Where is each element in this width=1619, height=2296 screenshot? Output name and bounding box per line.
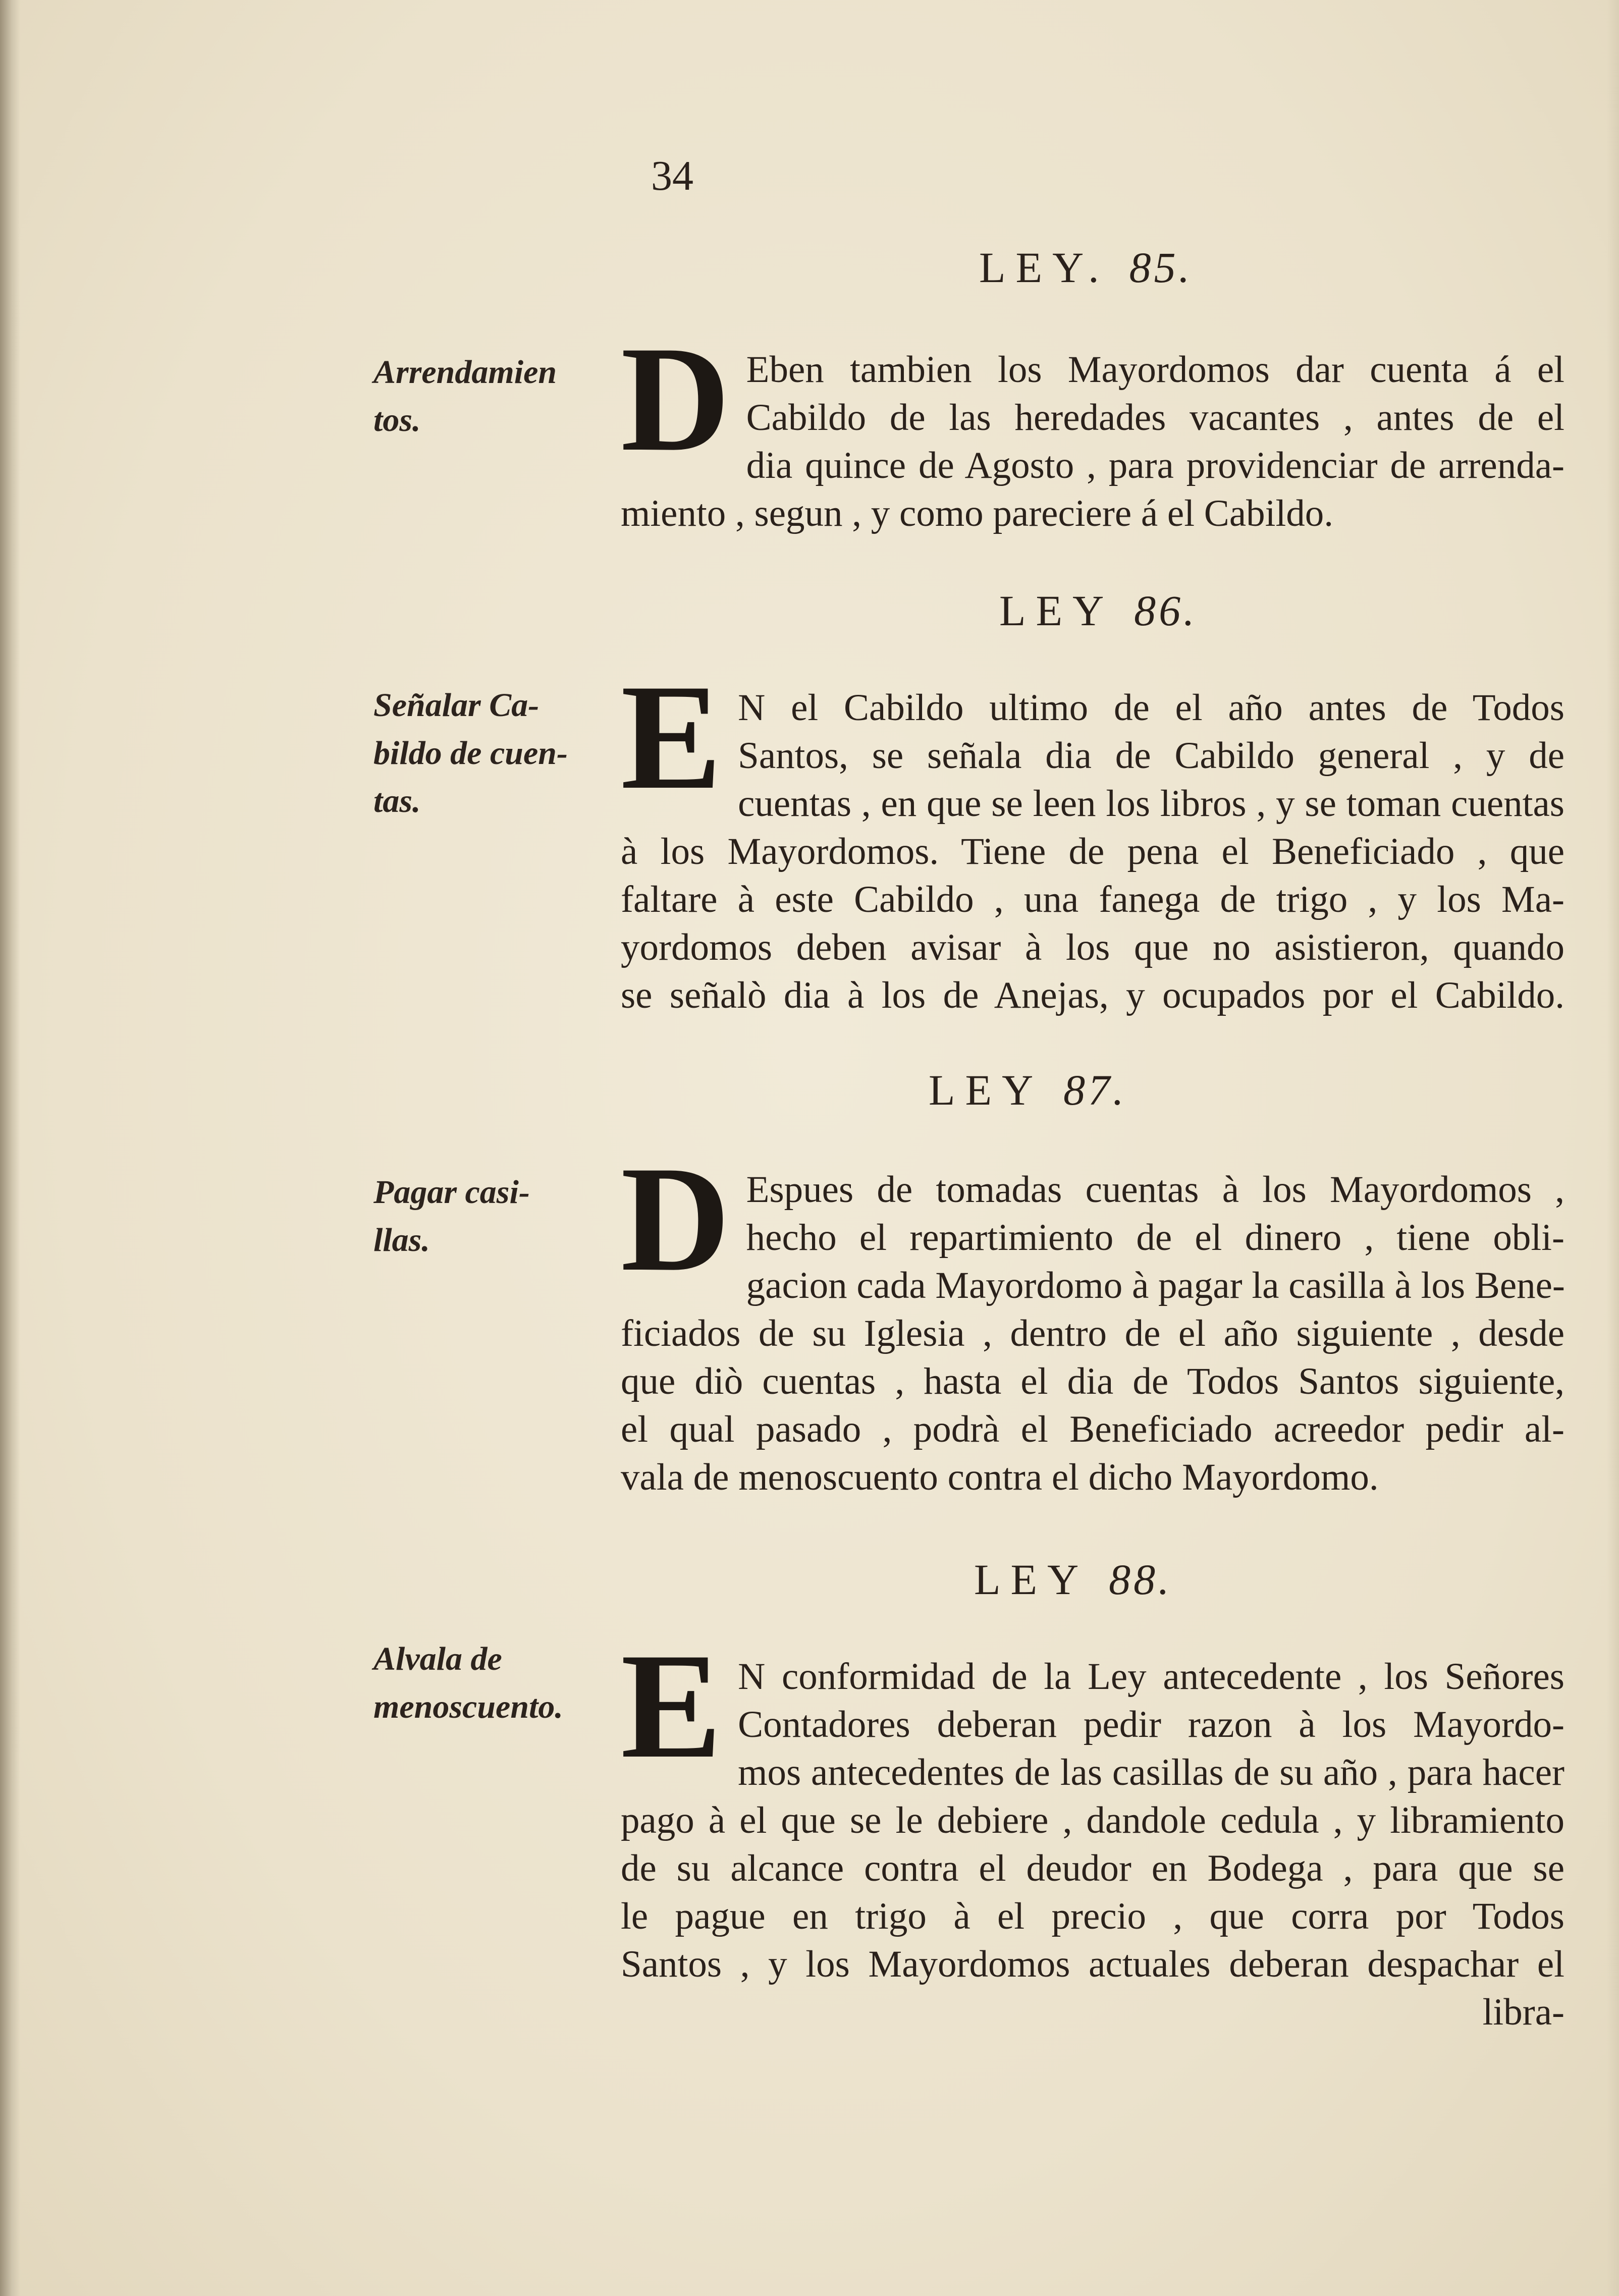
margin-note-line: Pagar casi- — [373, 1174, 530, 1211]
margin-note-line: Alvala de — [373, 1641, 502, 1677]
text-line: à los Mayordomos. Tiene de pena el Beneficiado , que — [621, 831, 1564, 872]
law-number: 87. — [1063, 1066, 1127, 1114]
law-heading-label: LEY — [974, 1555, 1089, 1604]
text-line: el qual pasado , podrà el Beneficiado acreedor pedir al- — [621, 1408, 1564, 1450]
law-heading-label: LEY — [929, 1066, 1044, 1114]
text-line: dia quince de Agosto , para providenciar de arrenda- — [746, 445, 1564, 486]
law-number: 85. — [1129, 243, 1193, 292]
text-line: N el Cabildo ultimo de el año antes de Todos — [738, 687, 1564, 729]
margin-note-86 — [373, 681, 580, 825]
text-line: ficiados de su Iglesia , dentro de el año siguiente , desde — [621, 1313, 1564, 1354]
text-line: Santos , y los Mayordomos actuales deberan despachar el — [621, 1943, 1564, 1985]
text-line: Cabildo de las heredades vacantes , antes de el — [746, 397, 1564, 439]
text-line: de su alcance contra el deudor en Bodega , para que se — [621, 1847, 1564, 1889]
law-heading-86 — [999, 585, 1198, 636]
margin-note-line: tas. — [373, 783, 421, 819]
margin-note-line: Arrendamien — [373, 354, 557, 391]
text-line: pago à el que se le debiere , dandole cedula , y libramiento — [621, 1799, 1564, 1841]
text-line: yordomos deben avisar à los que no asistieron, quando — [621, 926, 1564, 968]
law-heading-85 — [979, 242, 1193, 293]
text-line: gacion cada Mayordomo à pagar la casilla à los Bene- — [746, 1265, 1565, 1306]
text-line: le pague en trigo à el precio , que corra por Todos — [621, 1895, 1564, 1937]
text-line: se señalò dia à los de Anejas, y ocupados por el Cabildo. — [621, 974, 1564, 1016]
text-line: cuentas , en que se leen los libros , y se toman cuentas — [738, 783, 1564, 825]
margin-note-line: bildo de cuen- — [373, 735, 568, 772]
text-line: Espues de tomadas cuentas à los Mayordomos , — [746, 1169, 1564, 1211]
law-heading-88 — [974, 1554, 1172, 1605]
law-text-85 — [621, 315, 1564, 537]
text-line: N conformidad de la Ley antecedente , los Señores — [738, 1656, 1564, 1698]
law-heading-label: LEY — [999, 586, 1114, 635]
margin-note-87 — [373, 1168, 580, 1264]
law-heading-label: LEY. — [979, 243, 1109, 292]
page-number: 34 — [651, 152, 693, 199]
text-line: Contadores deberan pedir razon à los Mayordo- — [738, 1704, 1564, 1745]
margin-note-line: tos. — [373, 402, 421, 439]
margin-note-line: llas. — [373, 1222, 430, 1259]
text-line: miento , segun , y como pareciere á el Cabildo. — [621, 493, 1334, 534]
page-edge-shadow — [1607, 0, 1619, 2296]
law-number: 88. — [1109, 1555, 1172, 1604]
margin-note-line: menoscuento. — [373, 1688, 563, 1725]
text-line: faltare à este Cabildo , una fanega de trigo , y los Ma- — [621, 879, 1564, 920]
margin-note-line: Señalar Ca- — [373, 687, 539, 724]
law-heading-87 — [929, 1065, 1127, 1115]
margin-note-85 — [373, 348, 580, 444]
catchword: libra- — [1482, 1991, 1564, 2033]
text-line: Eben tambien los Mayordomos dar cuenta á el — [746, 349, 1564, 391]
law-text-87 — [621, 1135, 1565, 1501]
drop-cap-initial: E — [621, 653, 722, 821]
text-line: hecho el repartimiento de el dinero , tiene obli- — [746, 1217, 1564, 1259]
text-line: que diò cuentas , hasta el dia de Todos Santos siguiente, — [621, 1360, 1564, 1402]
law-number: 86. — [1134, 586, 1198, 635]
drop-cap-initial: E — [621, 1622, 722, 1789]
margin-note-88 — [373, 1635, 580, 1731]
text-line: Santos, se señala dia de Cabildo general , y de — [738, 735, 1564, 777]
drop-cap-initial: D — [621, 315, 730, 482]
law-text-88 — [621, 1622, 1564, 2036]
page-binding-shadow — [0, 0, 20, 2296]
drop-cap-initial: D — [621, 1135, 730, 1302]
law-text-86 — [621, 653, 1564, 1019]
text-line: vala de menoscuento contra el dicho Mayordomo. — [621, 1456, 1379, 1498]
text-line: mos antecedentes de las casillas de su año , para hacer — [738, 1752, 1564, 1793]
